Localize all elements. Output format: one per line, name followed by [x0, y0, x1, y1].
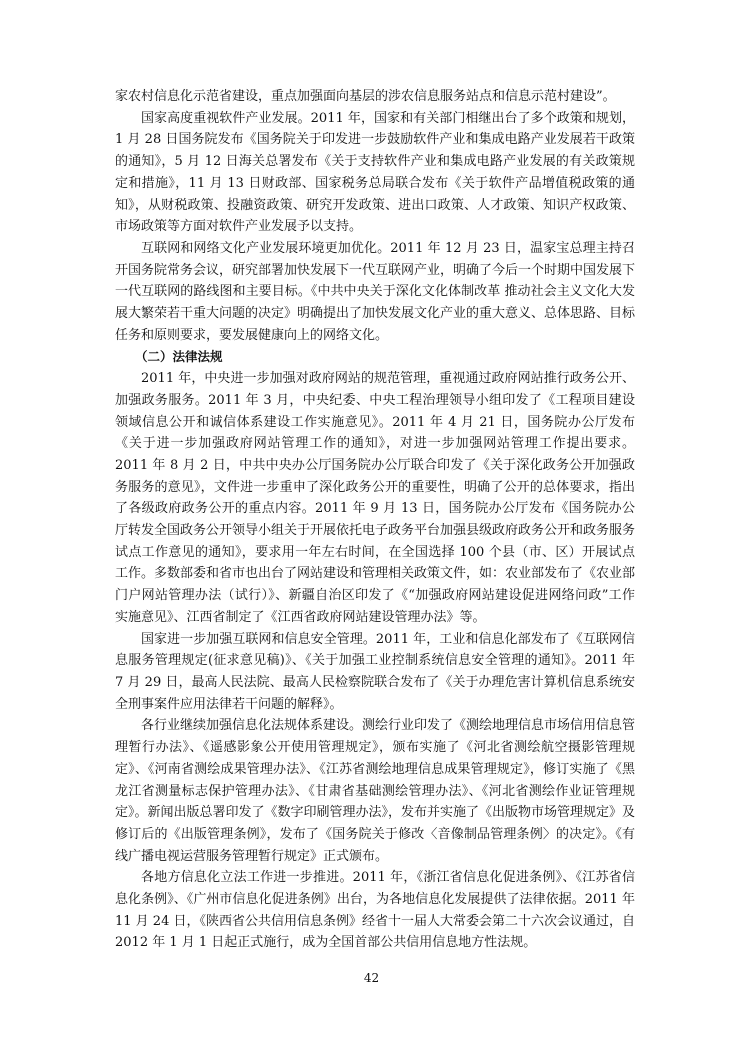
- page-body: [115, 86, 635, 954]
- paragraph-local-legislation: 各地方信息化立法工作进一步推进。2011 年，《浙江省信息化促进条例》、《江苏省信息化条例》、《广州市信息化促进条例》出台，为各地信息化发展提供了法律依据。2011 年 11 月 24 日，《陕西省公共信用信息条例》经省十一届人大常委会第二十六次会议通过，自 2012 年 1 月 1 日起正式施行，成为全国首部公共信用信息地方性法规。: [115, 870, 635, 951]
- paragraph-information-security: 国家进一步加强互联网和信息安全管理。2011 年，工业和信息化部发布了《互联网信息服务管理规定(征求意见稿)》、《关于加强工业控制系统信息安全管理的通知》。2011 年 7 月 29 日，最高人民法院、最高人民检察院联合发布了《关于办理危害计算机信息系统安全刑事案件应用法律若干问题的解释》。: [115, 631, 635, 712]
- paragraph-industry-regulations: 各行业继续加强信息化法规体系建设。测绘行业印发了《测绘地理信息市场信用信息管理暂行办法》、《遥感影象公开使用管理规定》，颁布实施了《河北省测绘航空摄影管理规定》、《河南省测绘成果管理办法》、《江苏省测绘地理信息成果管理规定》，修订实施了《黑龙江省测量标志保护管理办法》、《甘肃省基础测绘管理办法》、《河北省测绘作业证管理规定》。新闻出版总署印发了《数字印刷管理办法》，发布并实施了《出版物市场管理规定》及修订后的《出版管理条例》，发布了《国务院关于修改〈音像制品管理条例〉的决定》。《有线广播电视运营服务管理暂行规定》正式颁布。: [115, 718, 636, 864]
- section-heading: （二）法律法规: [135, 349, 223, 365]
- paragraph-government-websites: 2011 年，中央进一步加强对政府网站的规范管理，重视通过政府网站推行政务公开、加强政务服务。2011 年 3 月，中央纪委、中央工程治理领导小组印发了《工程项目建设领域信息公开和诚信体系建设工作实施意见》。2011 年 4 月 21 日，国务院办公厅发布《关于进一步加强政府网站管理工作的通知》，对进一步加强网站管理工作提出要求。2011 年 8 月 2 日，中共中央办公厅国务院办公厅联合印发了《关于深化政务公开加强政务服务的意见》，文件进一步重申了深化政务公开的重要性，明确了公开的总体要求，指出了各级政府政务公开的重点内容。2011 年 9 月 13 日，国务院办公厅发布《国务院办公厅转发全国政务公开领导小组关于开展依托电子政务平台加强县级政府政务公开和政务服务试点工作意见的通知》，要求用一年左右时间，在全国选择 100 个县（市、区）开展试点工作。多数部委和省市也出台了网站建设和管理相关政策文件，如：农业部发布了《农业部门户网站管理办法（试行）》、新疆自治区印发了《“加强政府网站建设促进网络问政”工作实施意见》、江西省制定了《江西省政府网站建设管理办法》等。: [115, 371, 636, 625]
- continued-paragraph: 家农村信息化示范省建设，重点加强面向基层的涉农信息服务站点和信息示范村建设”。: [115, 89, 616, 104]
- paragraph-software-industry: 国家高度重视软件产业发展。2011 年，国家和有关部门相继出台了多个政策和规划，1 月 28 日国务院发布《国务院关于印发进一步鼓励软件产业和集成电路产业发展若干政策的通知》，5 月 12 日海关总署发布《关于支持软件产业和集成电路产业发展的有关政策规定和措施》，11 月 13 日财政部、国家税务总局联合发布《关于软件产品增值税政策的通知》，从财税政策、投融资政策、研究开发政策、进出口政策、人才政策、知识产权政策、市场政策等方面对软件产业发展予以支持。: [115, 110, 635, 235]
- paragraph-internet-culture: 互联网和网络文化产业发展环境更加优化。2011 年 12 月 23 日，温家宝总理主持召开国务院常务会议，研究部署加快发展下一代互联网产业，明确了今后一个时期中国发展下一代互联网的路线图和主要目标。《中共中央关于深化文化体制改革 推动社会主义文化大发展大繁荣若干重大问题的决定》明确提出了加快发展文化产业的重大意义、总体思路、目标任务和原则要求，要发展健康向上的网络文化。: [115, 240, 636, 343]
- page-number: 42: [363, 971, 380, 985]
